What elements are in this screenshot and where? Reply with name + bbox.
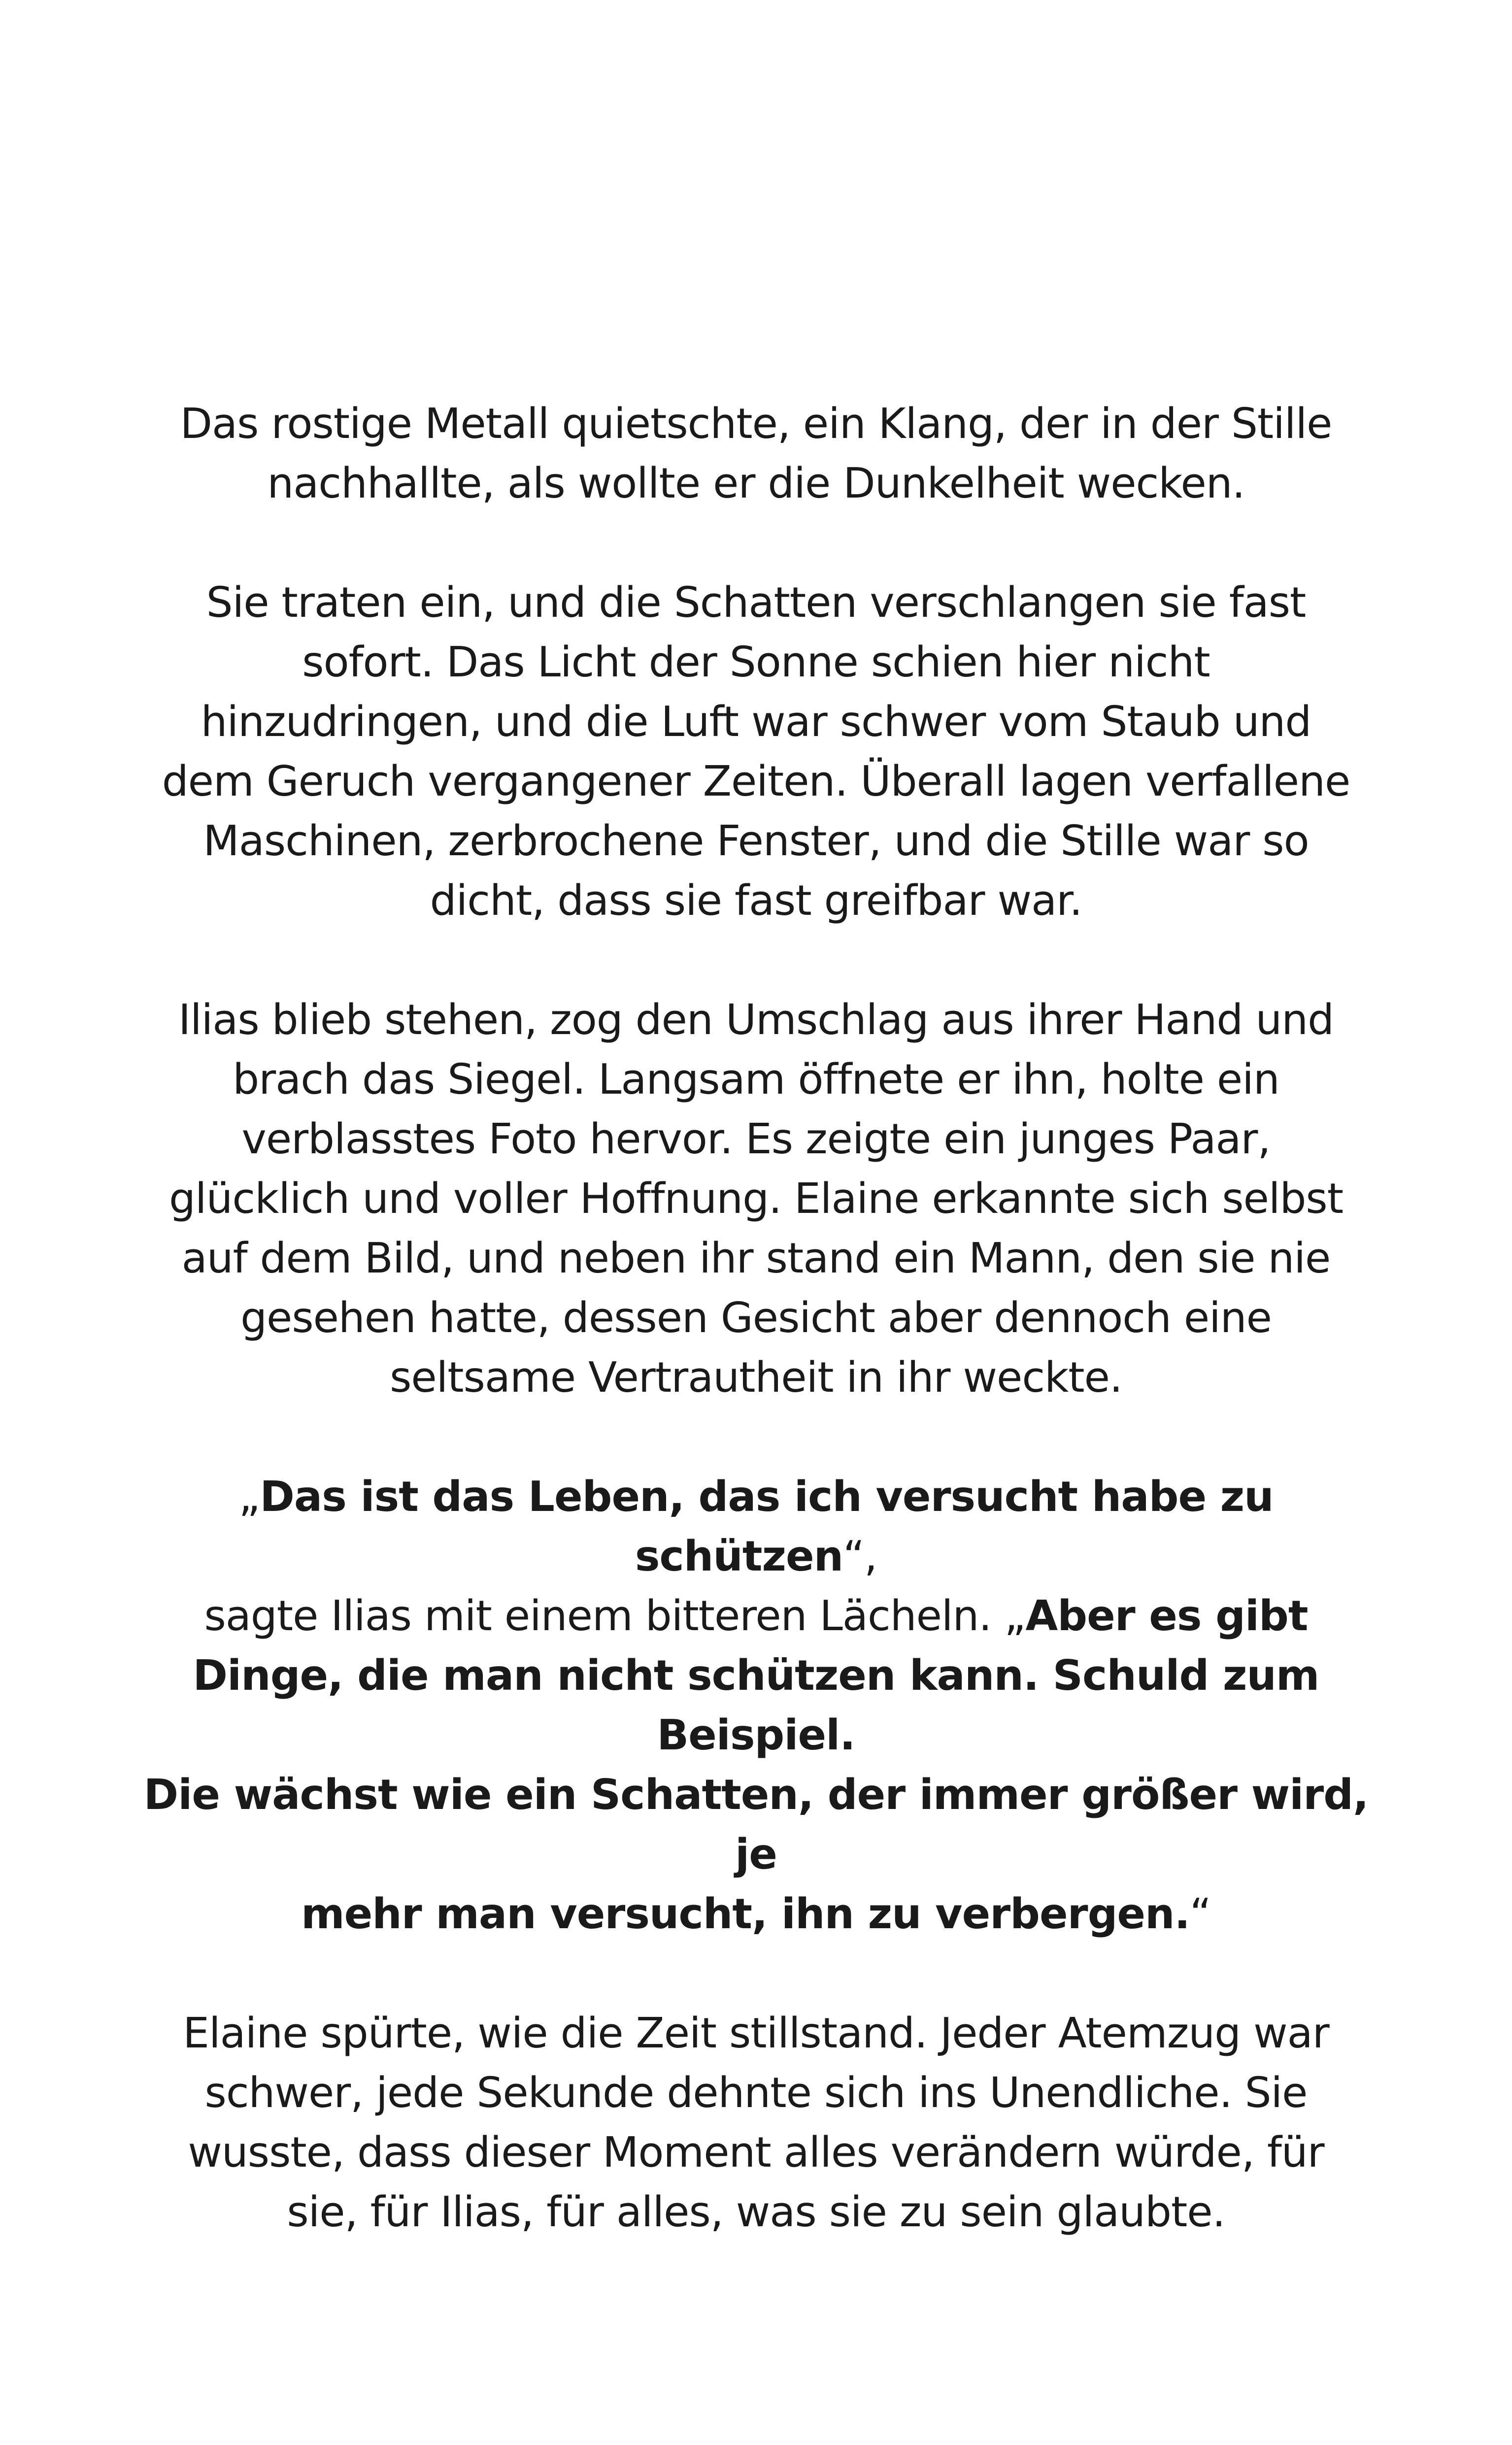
paragraph-4-quote bbox=[138, 1467, 1374, 1944]
text-line: sie, für Ilias, für alles, was sie zu sein glaubte. bbox=[287, 2188, 1225, 2237]
close-quote: “, bbox=[843, 1532, 877, 1581]
quote-bold-text: Dinge, die man nicht schützen kann. Schuld zum Beispiel. bbox=[193, 1651, 1319, 1760]
quote-bold-text: mehr man versucht, ihn zu verbergen. bbox=[301, 1890, 1190, 1939]
text-line: glücklich und voller Hoffnung. Elaine erkannte sich selbst bbox=[168, 1174, 1344, 1223]
text-line: dicht, dass sie fast greifbar war. bbox=[430, 876, 1082, 925]
text-line: nachhallte, als wollte er die Dunkelheit wecken. bbox=[267, 459, 1245, 508]
text-line: sagte Ilias mit einem bitteren Lächeln. „ bbox=[204, 1592, 1026, 1641]
close-quote: “ bbox=[1189, 1890, 1211, 1939]
text-line: gesehen hatte, dessen Gesicht aber dennoch eine bbox=[240, 1294, 1272, 1342]
text-line: schwer, jede Sekunde dehnte sich ins Unendliche. Sie bbox=[204, 2069, 1308, 2117]
text-line: Sie traten ein, und die Schatten verschlangen sie fast bbox=[206, 578, 1306, 627]
text-line: seltsame Vertrautheit in ihr weckte. bbox=[390, 1353, 1122, 1402]
text-line: dem Geruch vergangener Zeiten. Überall lagen verfallene bbox=[162, 757, 1350, 806]
quote-bold-text: Das ist das Leben, das ich versucht habe zu schützen bbox=[260, 1473, 1274, 1581]
quote-bold-text: Die wächst wie ein Schatten, der immer größer wird, je bbox=[143, 1771, 1369, 1879]
text-line: Das rostige Metall quietschte, ein Klang, der in der Stille bbox=[180, 400, 1332, 448]
paragraph-2 bbox=[138, 573, 1374, 931]
quote-bold-text: Aber es gibt bbox=[1025, 1592, 1308, 1641]
text-line: Elaine spürte, wie die Zeit stillstand. Jeder Atemzug war bbox=[183, 2009, 1329, 2058]
paragraph-3 bbox=[138, 990, 1374, 1407]
text-line: brach das Siegel. Langsam öffnete er ihn, holte ein bbox=[233, 1055, 1279, 1104]
text-line: verblasstes Foto hervor. Es zeigte ein junges Paar, bbox=[241, 1115, 1271, 1164]
text-line: sofort. Das Licht der Sonne schien hier nicht bbox=[302, 638, 1210, 687]
paragraph-1 bbox=[138, 394, 1374, 513]
text-line: Maschinen, zerbrochene Fenster, und die Stille war so bbox=[203, 817, 1309, 866]
text-line: auf dem Bild, und neben ihr stand ein Mann, den sie nie bbox=[181, 1234, 1331, 1283]
paragraph-5 bbox=[138, 2004, 1374, 2242]
story-text bbox=[138, 394, 1374, 2302]
text-line: wusste, dass dieser Moment alles verändern würde, für bbox=[188, 2128, 1324, 2177]
text-line: Ilias blieb stehen, zog den Umschlag aus ihrer Hand und bbox=[178, 996, 1334, 1044]
text-line: hinzudringen, und die Luft war schwer vom Staub und bbox=[201, 698, 1311, 746]
open-quote: „ bbox=[238, 1473, 260, 1521]
